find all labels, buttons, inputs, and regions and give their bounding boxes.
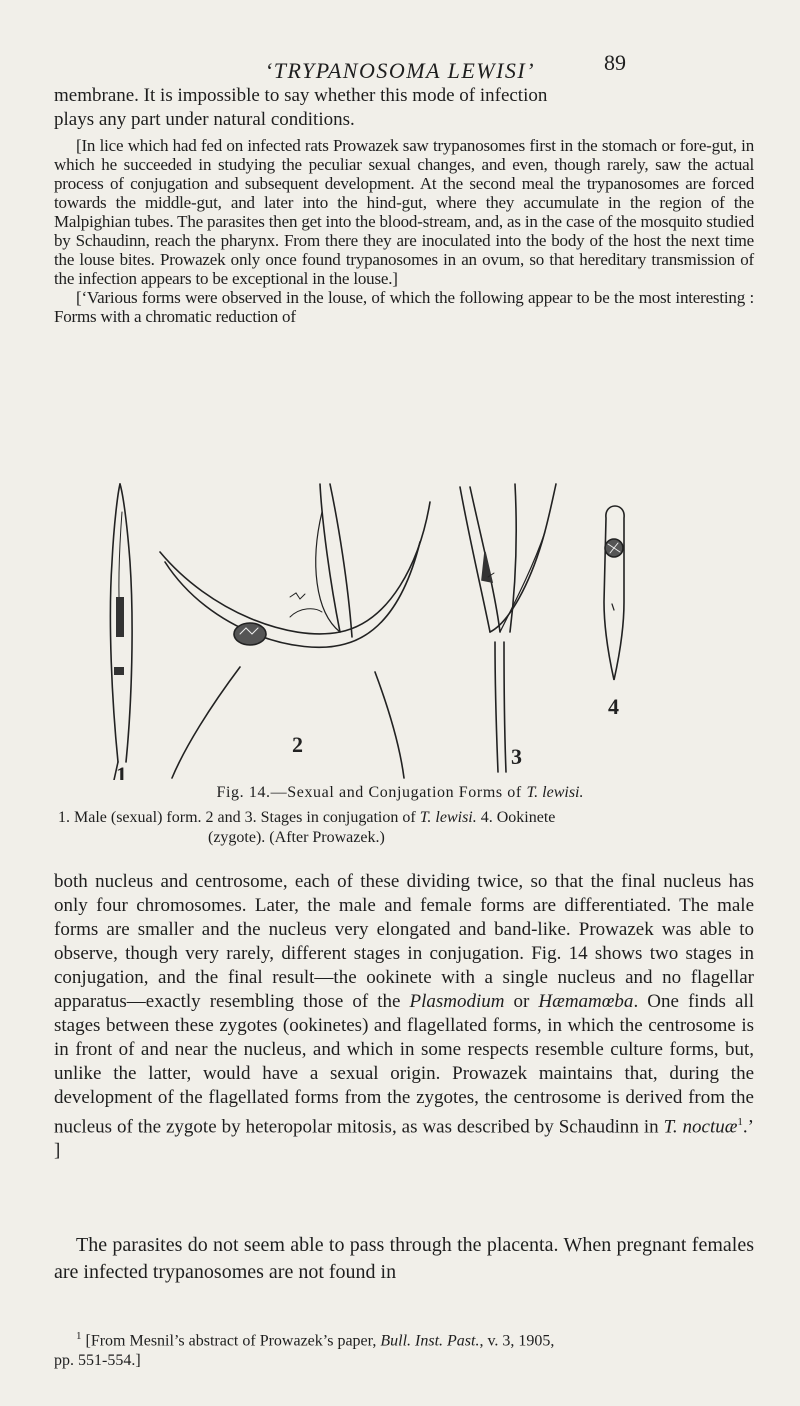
footnote-pages: pp. 551-554.] <box>54 1352 141 1370</box>
species-noctuae: T. noctuæ <box>663 1116 738 1138</box>
top-line-2: plays any part under natural conditions. <box>54 109 355 130</box>
footnote-journal: Bull. Inst. Past. <box>380 1332 480 1350</box>
form-4-ookinete <box>604 506 624 680</box>
footnote-mark: 1 <box>76 1330 82 1342</box>
figure-label-1: 1 <box>116 762 127 780</box>
running-head: ‘TRYPANOSOMA LEWISI’ <box>264 58 536 83</box>
top-line-1: membrane. It is impossible to say whether this mode of infection <box>54 85 548 106</box>
figure-label-2: 2 <box>292 732 303 757</box>
bracket-paragraph-2: [‘Various forms were observed in the louse, of which the following appear to be the most interesting : Forms with a chromatic reduction of <box>54 288 754 326</box>
legend-part-a: 1. Male (sexual) form. 2 and 3. Stages in conjugation of <box>58 809 420 826</box>
figure-label-3: 3 <box>511 744 522 769</box>
genus-haemamoeba: Hæmamœba <box>538 991 634 1012</box>
genus-plasmodium: Plasmodium <box>409 991 505 1012</box>
continuation-text <box>54 870 754 1163</box>
legend-species: T. lewisi. <box>419 809 477 826</box>
footnote <box>54 1326 754 1371</box>
continuation-part-2: . One finds all stages between these zygotes (ookinetes) and flagellated forms, in which the centrosome is in front of and near the nucleus, and which in some respects resemble culture forms, but, unlike the latter, would have a sexual origin. Prowazek maintains that, during the development of the flagellated forms from the zygotes, the centrosome is derived from the nucleus of the zygote by heteropolar mitosis, as was described by Schaudinn in <box>54 991 754 1138</box>
caption-prefix: Fig. 14.—Sexual and Conjugation Forms of <box>216 784 527 801</box>
footnote-text-b: , v. 3, 1905, <box>479 1332 555 1350</box>
bracketed-passage <box>54 136 754 326</box>
form-1-male <box>110 484 132 780</box>
figure-caption <box>0 784 800 802</box>
footnote-text-a: [From Mesnil’s abstract of Prowazek’s paper, <box>81 1332 381 1350</box>
figure-legend <box>58 808 778 848</box>
caption-species: T. lewisi. <box>526 784 584 801</box>
footnote-reference: 1 <box>737 1116 743 1128</box>
legend-part-b: 4. Ookinete <box>476 809 556 826</box>
page-number: 89 <box>604 50 626 75</box>
final-paragraph <box>54 1232 754 1286</box>
continuation-part-1: both nucleus and centrosome, each of these dividing twice, so that the final nucleus has only four chromosomes. Later, the male and female forms are differentiated. The male forms are smaller and the nucleus very elongated and band-like. Prowazek was able to observe, though very rarely, different stages in conjugation. Fig. 14 shows two stages in conjugation, and the final result—the ookinete with a single nucleus and no flagellar apparatus—exactly resembling those of the <box>54 871 754 1012</box>
conjunction-or: or <box>504 991 539 1012</box>
figure-14 <box>90 482 750 780</box>
continuation-close: .’ ] <box>54 1116 754 1162</box>
form-3-conjugation <box>460 484 556 772</box>
legend-line-2: (zygote). (After Prowazek.) <box>208 829 385 846</box>
continuation-paragraph <box>54 870 754 1163</box>
bracket-paragraph-1: [In lice which had fed on infected rats Prowazek saw trypanosomes first in the stomach or fore-gut, in which he succeeded in studying the peculiar sexual changes, and even, though rarely, saw the actual process of conjugation and subsequent development. At the second meal the trypanosomes are forced towards the middle-gut, and later into the hind-gut, where they accumulate in the region of the Malpighian tubes. The parasites then get into the blood-stream, and, as in the case of the mosquito studied by Schaudinn, reach the pharynx. From there they are inoculated into the body of the host the next time the louse bites. Prowazek only once found trypanosomes in an ovum, so that hereditary transmission of the infection appears to be exceptional in the louse.] <box>54 136 754 288</box>
top-paragraph <box>54 84 754 132</box>
figure-illustration <box>90 482 750 780</box>
figure-label-4: 4 <box>608 694 619 719</box>
final-paragraph-text: The parasites do not seem able to pass through the placenta. When pregnant females are infected trypanosomes are not found in <box>54 1234 754 1283</box>
